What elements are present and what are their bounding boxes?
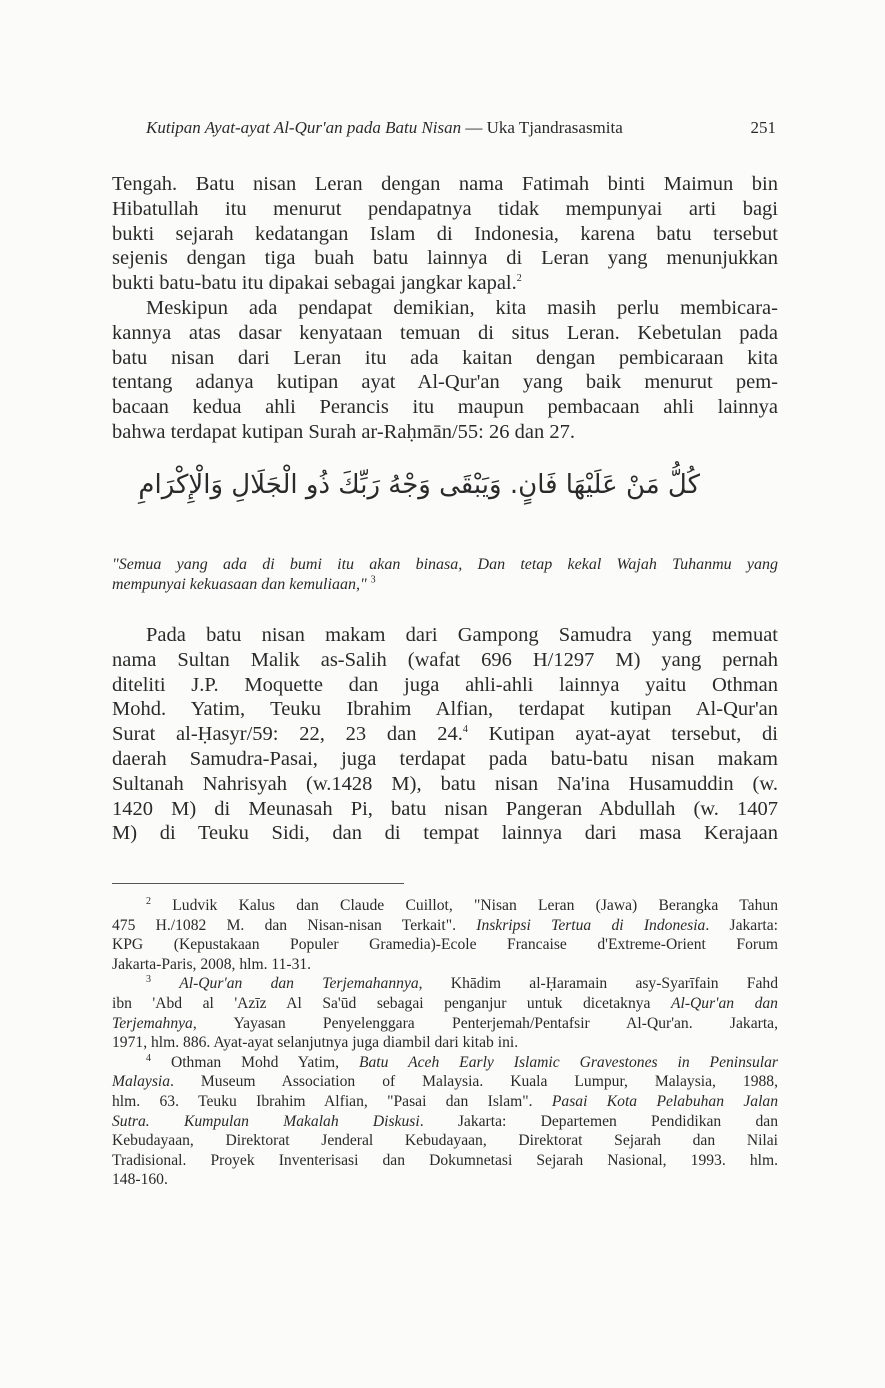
footnote-4-line: $^4$ Othman Mohd Yatim, Batu Aceh Early Islamic Gravestones in Peninsular bbox=[146, 1052, 778, 1071]
text-line: Hibatullah itu menurut pendapatnya tidak mempunyai arti bagi bbox=[112, 197, 778, 220]
header-title: Kutipan Ayat-ayat Al-Qur'an pada Batu Nisan bbox=[146, 118, 462, 137]
header-author: — Uka Tjandrasasmita bbox=[461, 118, 623, 137]
footnotes bbox=[112, 896, 778, 1190]
text-line: diteliti J.P. Moquette dan juga ahli-ahli lainnya yaitu Othman bbox=[112, 673, 778, 696]
footnote-ref[interactable]: 2 bbox=[516, 273, 522, 285]
text-line: bukti sejarah kedatangan Islam di Indonesia, karena batu tersebut bbox=[112, 222, 778, 245]
footnote-ref[interactable]: 4 bbox=[462, 724, 468, 736]
text-line: daerah Samudra-Pasai, juga terdapat pada batu-batu nisan makam bbox=[112, 747, 778, 770]
arabic-verse: كُلُّ مَنْ عَلَيْهَا فَانٍ. وَيَبْقَى وَجْهُ رَبِّكَ ذُو الْجَلَالِ وَالْإِكْرَامِ bbox=[138, 470, 700, 500]
footnote-divider bbox=[112, 883, 404, 884]
text-line: Pada batu nisan makam dari Gampong Samudra yang memuat bbox=[146, 624, 778, 646]
footnote-ref[interactable]: 3 bbox=[370, 574, 376, 586]
footnote-2-line: Jakarta-Paris, 2008, hlm. 11-31. bbox=[112, 955, 312, 973]
text-line: Sultanah Nahrisyah (w.1428 M), batu nisan Na'ina Husamuddin (w. bbox=[112, 772, 778, 795]
text-line: bukti batu-batu itu dipakai sebagai jangkar kapal.$^2$ bbox=[112, 272, 522, 295]
verse-translation bbox=[112, 555, 778, 595]
footnote-4-line: Malaysia. Museum Association of Malaysia. Kuala Lumpur, Malaysia, 1988, bbox=[112, 1073, 778, 1091]
text-line: Meskipun ada pendapat demikian, kita masih perlu membicara- bbox=[146, 296, 778, 319]
footnote-3-line: $^3$ Al-Qur'an dan Terjemahannya, Khādim al-Ḥaramain asy-Syarīfain Fahd bbox=[146, 974, 778, 993]
footnote-4-line: hlm. 63. Teuku Ibrahim Alfian, "Pasai dan Islam". Pasai Kota Pelabuhan Jalan bbox=[112, 1092, 779, 1110]
footnote-3-line: Terjemahnya, Yayasan Penyelenggara Penterjemah/Pentafsir Al-Qur'an. Jakarta, bbox=[112, 1014, 778, 1032]
text-line: batu nisan dari Leran itu ada kaitan dengan pembicaraan kita bbox=[112, 346, 778, 369]
translation-line: "Semua yang ada di bumi itu akan binasa, Dan tetap kekal Wajah Tuhanmu yang bbox=[112, 556, 778, 573]
text-line: bacaan kedua ahli Perancis itu maupun pembacaan ahli lainnya bbox=[112, 396, 778, 419]
footnote-4-line: Tradisional. Proyek Inventerisasi dan Dokumnetasi Sejarah Nasional, 1993. hlm. bbox=[112, 1151, 778, 1169]
text-line: 1420 M) di Meunasah Pi, batu nisan Pangeran Abdullah (w. 1407 bbox=[112, 797, 778, 820]
text-line: kannya atas dasar kenyataan temuan di situs Leran. Kebetulan pada bbox=[112, 321, 778, 344]
footnote-2-line: $^2$ Ludvik Kalus dan Claude Cuillot, "Nisan Leran (Jawa) Berangka Tahun bbox=[146, 895, 778, 914]
text-line: M) di Teuku Sidi, dan di tempat lainnya dari masa Kerajaan bbox=[112, 822, 778, 845]
footnote-4-line: 148-160. bbox=[112, 1171, 168, 1189]
footnote-2-line: KPG (Kepustakaan Populer Gramedia)-Ecole Francaise d'Extreme-Orient Forum bbox=[112, 936, 778, 954]
text-line: tentang adanya kutipan ayat Al-Qur'an yang baik menurut pem- bbox=[112, 371, 778, 394]
text-line: nama Sultan Malik as-Salih (wafat 696 H/1297 M) yang pernah bbox=[112, 648, 778, 671]
footnote-4-line: Sutra. Kumpulan Makalah Diskusi. Jakarta: Departemen Pendidikan dan bbox=[112, 1112, 779, 1130]
body-paragraph-bottom bbox=[112, 623, 778, 846]
footnote-2-line: 475 H./1082 M. dan Nisan-nisan Terkait". Inskripsi Tertua di Indonesia. Jakarta: bbox=[112, 916, 778, 934]
text-line: Surat al-Ḥasyr/59: 22, 23 dan 24.$^4$ Kutipan ayat-ayat tersebut, di bbox=[112, 723, 778, 746]
body-paragraphs-top bbox=[112, 172, 778, 445]
page-number: 251 bbox=[750, 118, 776, 137]
text-line: Mohd. Yatim, Teuku Ibrahim Alfian, terdapat kutipan Al-Qur'an bbox=[112, 698, 778, 721]
text-line: bahwa terdapat kutipan Surah ar-Raḥmān/55: 26 dan 27. bbox=[112, 420, 575, 443]
running-header bbox=[146, 118, 776, 138]
footnote-3-line: ibn 'Abd al 'Azīz Al Sa'ūd sebagai penganjur untuk dicetaknya Al-Qur'an dan bbox=[112, 994, 778, 1012]
footnote-4-line: Kebudayaan, Direktorat Jenderal Kebudayaan, Direktorat Sejarah dan Nilai bbox=[112, 1132, 778, 1150]
text-line: Tengah. Batu nisan Leran dengan nama Fatimah binti Maimun bin bbox=[112, 173, 778, 195]
text-line: sejenis dengan tiga buah batu lainnya di Leran yang menunjukkan bbox=[112, 247, 778, 270]
footnote-3-line: 1971, hlm. 886. Ayat-ayat selanjutnya juga diambil dari kitab ini. bbox=[112, 1034, 519, 1052]
translation-line: mempunyai kekuasaan dan kemuliaan," $^3$ bbox=[112, 574, 376, 593]
